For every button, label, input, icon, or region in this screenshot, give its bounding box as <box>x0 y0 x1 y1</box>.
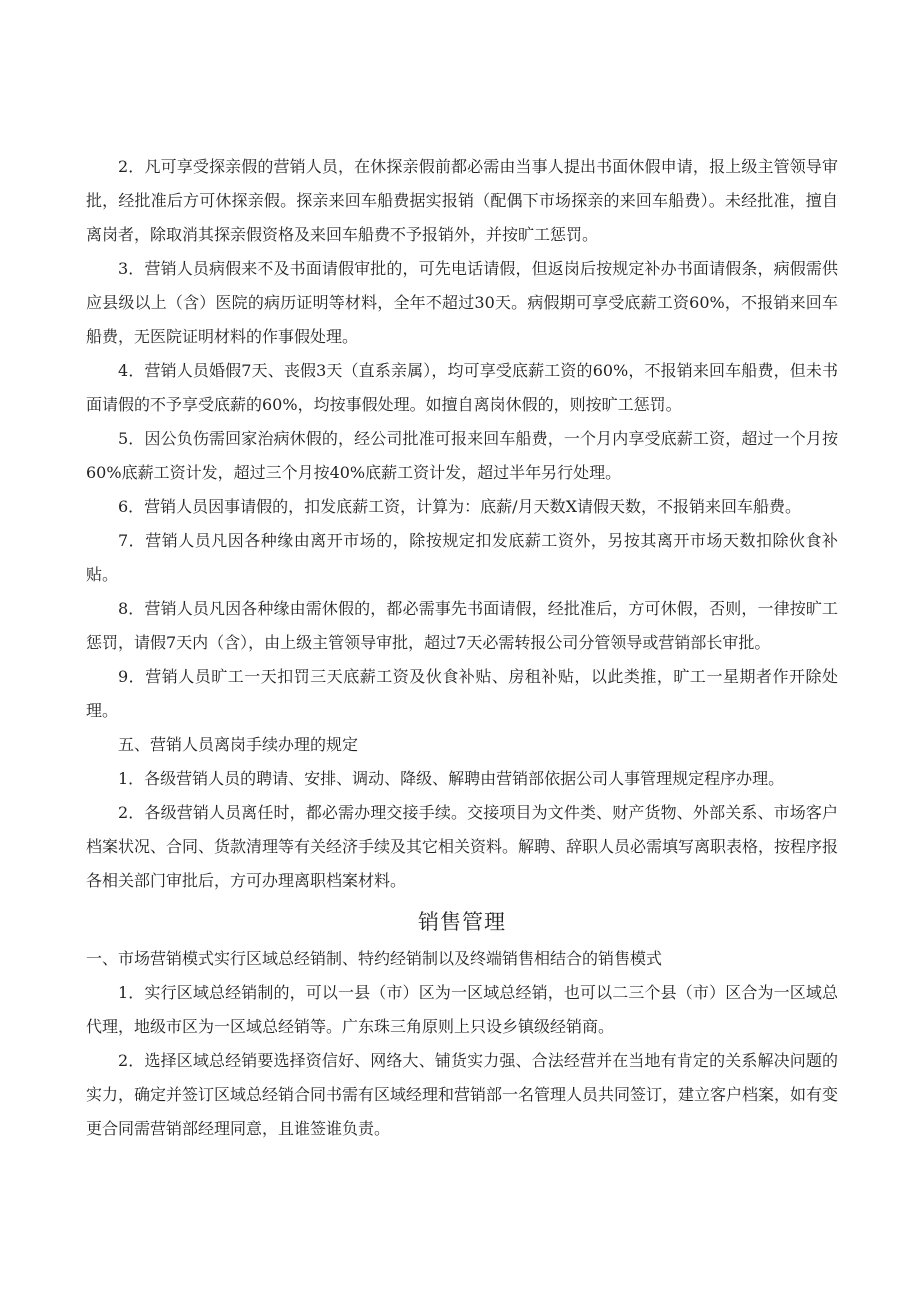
leave-rule-9: 9．营销人员旷工一天扣罚三天底薪工资及伙食补贴、房租补贴，以此类推，旷工一星期者作开除处理。 <box>86 667 838 720</box>
leave-rule-8: 8．营销人员凡因各种缘由需休假的，都必需事先书面请假，经批准后，方可休假，否则，一律按旷工惩罚，请假7天内（含），由上级主管领导审批，超过7天必需转报公司分管领导或营销部长审批。 <box>86 599 838 652</box>
sales-rule-1: 1．实行区域总经销制的，可以一县（市）区为一区域总经销，也可以二三个县（市）区合为一区域总代理，地级市区为一区域总经销等。广东珠三角原则上只设乡镇级经销商。 <box>86 983 838 1036</box>
leave-rule-4: 4．营销人员婚假7天、丧假3天（直系亲属），均可享受底薪工资的60%，不报销来回车船费，但未书面请假的不予享受底薪的60%，均按事假处理。如擅自离岗休假的，则按旷工惩罚。 <box>86 361 838 414</box>
leave-rule-6: 6．营销人员因事请假的，扣发底薪工资，计算为：底薪/月天数X请假天数，不报销来回车船费。 <box>118 497 801 516</box>
sales-rule-2: 2．选择区域总经销要选择资信好、网络大、铺货实力强、合法经营并在当地有肯定的关系解决问题的实力，确定并签订区域总经销合同书需有区域经理和营销部一名管理人员共同签订，建立客户档案，如有变更合同需营销部经理同意，且谁签谁负责。 <box>86 1051 839 1138</box>
sales-section-one-heading: 一、市场营销模式实行区域总经销制、特约经销制以及终端销售相结合的销售模式 <box>86 949 663 968</box>
departure-rule-2: 2．各级营销人员离任时，都必需办理交接手续。交接项目为文件类、财产货物、外部关系、市场客户档案状况、合同、货款清理等有关经济手续及其它相关资料。解聘、辞职人员必需填写离职表格，按程序报各相关部门审批后，方可办理离职档案材料。 <box>86 803 839 890</box>
departure-rule-1: 1．各级营销人员的聘请、安排、调动、降级、解聘由营销部依据公司人事管理规定程序办理。 <box>118 769 785 788</box>
document-page <box>86 150 838 1146</box>
leave-rule-5: 5．因公负伤需回家治病休假的，经公司批准可报来回车船费，一个月内享受底薪工资，超过一个月按60%底薪工资计发，超过三个月按40%底薪工资计发，超过半年另行处理。 <box>86 429 838 482</box>
section-five-heading: 五、营销人员离岗手续办理的规定 <box>118 735 359 754</box>
leave-rule-2: 2．凡可享受探亲假的营销人员，在休探亲假前都必需由当事人提出书面休假申请，报上级主管领导审批，经批准后方可休探亲假。探亲来回车船费据实报销（配偶下市场探亲的来回车船费）。未经批准，擅自离岗者，除取消其探亲假资格及来回车船费不予报销外，并按旷工惩罚。 <box>86 157 838 244</box>
leave-rule-3: 3．营销人员病假来不及书面请假审批的，可先电话请假，但返岗后按规定补办书面请假条，病假需供应县级以上（含）医院的病历证明等材料，全年不超过30天。病假期可享受底薪工资60%，不报销来回车船费，无医院证明材料的作事假处理。 <box>86 259 838 346</box>
leave-rule-7: 7．营销人员凡因各种缘由离开市场的，除按规定扣发底薪工资外，另按其离开市场天数扣除伙食补贴。 <box>86 531 838 584</box>
sales-management-title: 销售管理 <box>418 910 506 934</box>
